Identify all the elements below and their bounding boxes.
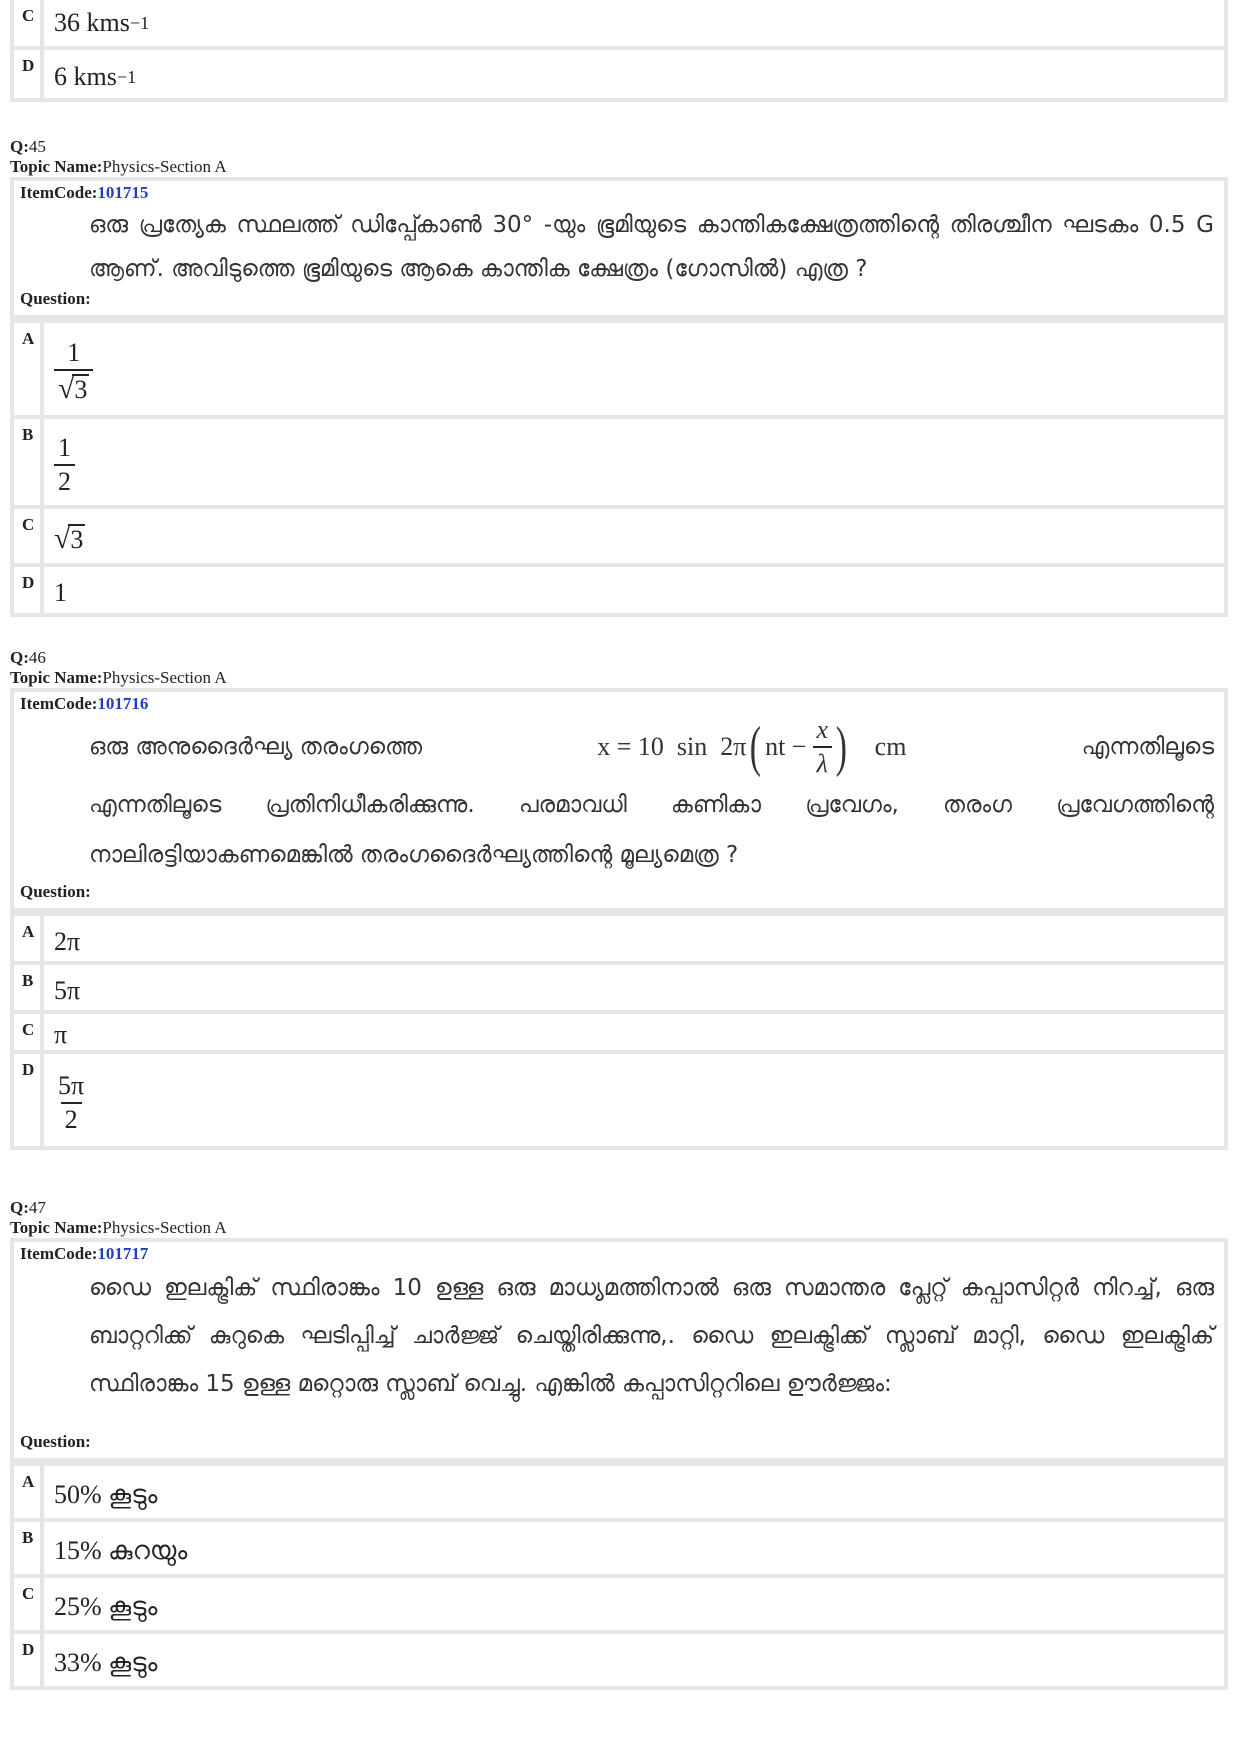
option-label: D: [14, 1634, 44, 1686]
option-value: √ 3: [54, 522, 84, 556]
option-value: 15% കുറയും: [54, 1535, 188, 1565]
option-value: 5π: [54, 975, 81, 1005]
item-code: ItemCode:101715: [20, 183, 149, 202]
question-text: ഒരു അനുദൈർഘ്യ തരംഗത്തെ x = 10 sin 2π ( nt − $\frac{x}{\lambda}$ ) cm എന്നതിലൂടെ എന്നതിലൂടെ പ്രതിനിധീകരിക്കുന്നു. പരമാവധി കണികാ പ്രവേഗം, തരംഗ പ്രവേഗത്തിന്റെ നാലിരട്ടിയാകണമെങ്കിൽ തരംഗദൈർഘ്യത്തിന്റെ മൂല്യമെത്ര ?: [89, 715, 1214, 868]
option-label: A: [14, 1466, 44, 1518]
topic-name: Topic Name:Physics-Section A: [10, 1218, 227, 1237]
option-label: D: [14, 50, 44, 98]
option-a[interactable]: [14, 1462, 1224, 1518]
option-label: B: [14, 419, 44, 505]
topic-name: Topic Name:Physics-Section A: [10, 157, 227, 176]
question-box: [10, 688, 1228, 912]
question-45: [10, 137, 1228, 617]
question-number: Q:46: [10, 648, 46, 667]
option-value: $\frac{1}{2}$: [44, 419, 75, 505]
option-a[interactable]: [14, 912, 1224, 961]
prev-options: [10, 0, 1228, 102]
option-b[interactable]: [14, 415, 1224, 505]
item-code: ItemCode:101717: [20, 1244, 149, 1263]
option-label: C: [14, 0, 44, 46]
option-row[interactable]: [14, 46, 1224, 98]
option-value: 1 √ 3: [44, 323, 93, 415]
question-number: Q:45: [10, 137, 46, 156]
option-label: D: [14, 1054, 44, 1146]
question-label: Question:: [20, 1432, 91, 1451]
option-label: C: [14, 509, 44, 563]
item-code: ItemCode:101716: [20, 694, 149, 713]
option-label: B: [14, 1522, 44, 1574]
question-text: ഡൈ ഇലക്ട്രിക് സ്ഥിരാങ്കം 10 ഉള്ള ഒരു മാധ്യമത്തിനാൽ ഒരു സമാന്തര പ്ലേറ്റ് കപ്പാസിറ്റർ നിറച്ച്, ഒരു ബാറ്ററിക്ക് കുറുകെ ഘടിപ്പിച്ച് ചാർജ്ജ് ചെയ്തിരിക്കുന്നു,. ഡൈ ഇലക്ട്രിക്ക് സ്ലാബ് മാറ്റി, ഡൈ ഇലക്ട്രിക് സ്ഥിരാങ്കം 15 ഉള്ള മറ്റൊരു സ്ലാബ് വെച്ചു. എങ്കിൽ കപ്പാസിറ്ററിലെ ഊർജ്ജം:: [89, 1275, 1214, 1397]
option-c[interactable]: [14, 1574, 1224, 1630]
option-label: A: [14, 323, 44, 415]
option-value: 2π: [54, 926, 81, 956]
equation: x = 10 sin 2π ( nt − $\frac{x}{\lambda}$ ) cm: [597, 715, 907, 778]
question-47: [10, 1198, 1228, 1690]
option-row[interactable]: [14, 0, 1224, 46]
option-value: 25% കൂടും: [54, 1591, 158, 1621]
question-label: Question:: [20, 289, 91, 308]
option-value: π: [54, 1020, 68, 1049]
option-value: 50% കൂടും: [54, 1479, 158, 1509]
option-value: $\frac{5\pi}{2}$: [58, 1071, 85, 1134]
option-d[interactable]: [14, 1630, 1224, 1686]
option-label: C: [14, 1578, 44, 1630]
option-c[interactable]: [14, 505, 1224, 563]
option-a[interactable]: [14, 319, 1224, 415]
option-b[interactable]: [14, 1518, 1224, 1574]
option-label: A: [14, 916, 44, 961]
question-label: Question:: [20, 882, 91, 901]
question-text: ഒരു പ്രത്യേക സ്ഥലത്ത് ഡിപ്പ്കോൺ 30° -യും ഭൂമിയുടെ കാന്തികക്ഷേത്രത്തിന്റെ തിരശ്ചീന ഘടകം 0.5 G ആണ്. അവിടുത്തെ ഭൂമിയുടെ ആകെ കാന്തിക ക്ഷേത്രം (ഗോസിൽ) എത്ര ?: [89, 212, 1214, 282]
option-label: D: [14, 567, 44, 613]
question-box: [10, 177, 1228, 319]
question-number: Q:47: [10, 1198, 46, 1217]
option-d[interactable]: [14, 563, 1224, 613]
option-label: B: [14, 965, 44, 1010]
option-b[interactable]: [14, 961, 1224, 1010]
option-label: C: [14, 1014, 44, 1050]
question-box: [10, 1238, 1228, 1462]
option-value: 1: [54, 578, 67, 607]
option-d[interactable]: [14, 1050, 1224, 1146]
option-c[interactable]: [14, 1010, 1224, 1050]
option-value: 36 kms −1: [54, 8, 150, 37]
option-value: 6 kms −1: [54, 62, 137, 91]
topic-name: Topic Name:Physics-Section A: [10, 668, 227, 687]
option-value: 33% കൂടും: [54, 1647, 158, 1677]
question-46: [10, 648, 1228, 1150]
